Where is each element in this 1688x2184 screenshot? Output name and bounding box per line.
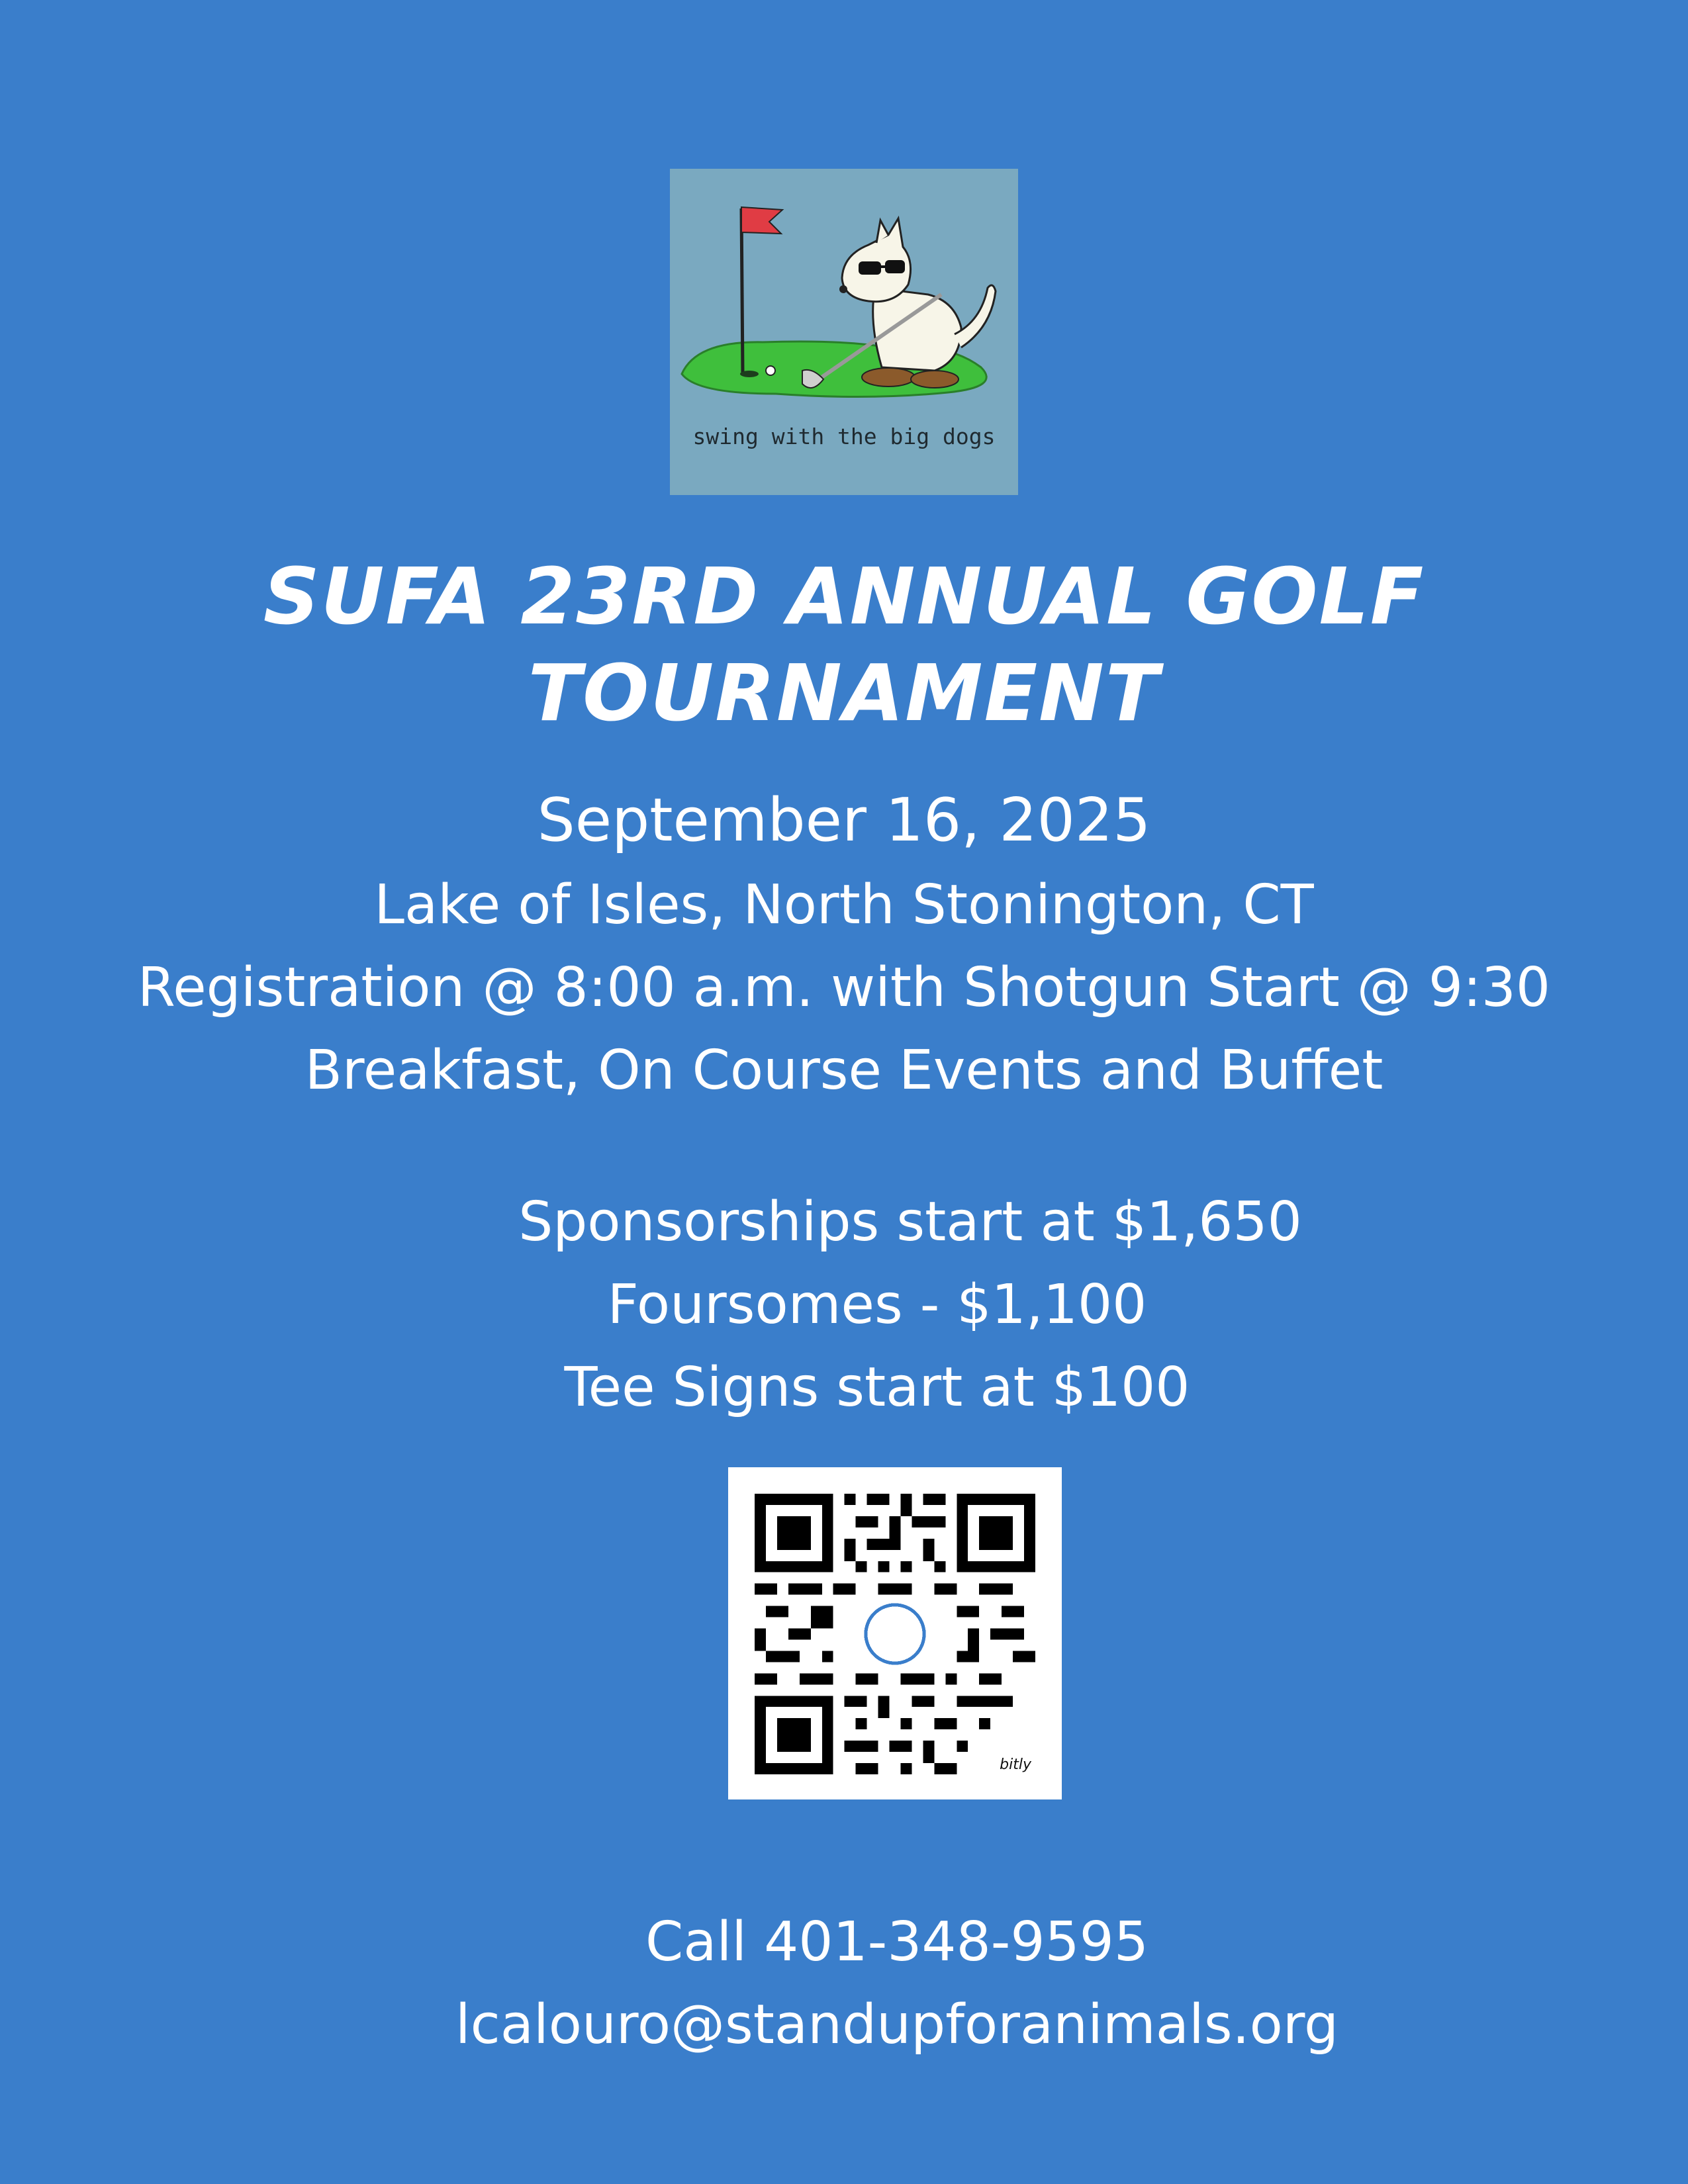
foursome-price: Foursomes - $1,100 [607, 1273, 1147, 1336]
event-amenities: Breakfast, On Course Events and Buffet [305, 1039, 1383, 1102]
event-schedule: Registration @ 8:00 a.m. with Shotgun Start @ 9:30 [137, 956, 1551, 1019]
page-title [0, 548, 1688, 741]
contact-email[interactable]: lcalouro@standupforanimals.org [455, 1993, 1339, 2056]
title-line-2: TOURNAMENT [528, 647, 1160, 739]
contact-phone[interactable]: Call 401-348-9595 [645, 1911, 1149, 1974]
logo-image [670, 169, 1018, 495]
sponsorship-price: Sponsorships start at $1,650 [518, 1191, 1302, 1253]
event-date: September 16, 2025 [537, 786, 1151, 855]
qr-code[interactable] [728, 1467, 1062, 1799]
title-line-1: SUFA 23RD ANNUAL GOLF [263, 551, 1425, 642]
event-location: Lake of Isles, North Stonington, CT [374, 874, 1314, 936]
tee-sign-price: Tee Signs start at $100 [564, 1356, 1190, 1419]
qr-code-icon [755, 1494, 1035, 1774]
logo-caption: swing with the big dogs [692, 424, 996, 449]
qr-brand-label: bitly [997, 1756, 1034, 1773]
